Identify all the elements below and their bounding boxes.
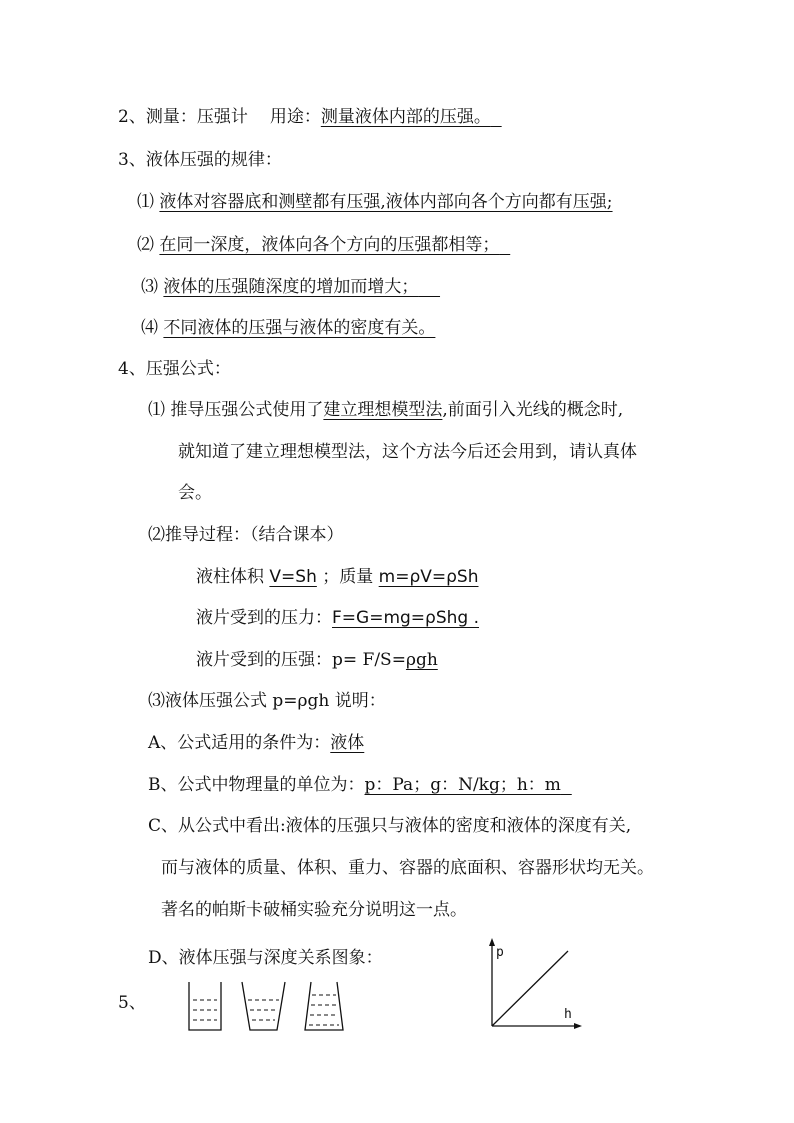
- rule-item-3-text: 液体的压强随深度的增加而增大；: [163, 277, 419, 297]
- derivation-row-1-mid: ；质量: [322, 567, 374, 587]
- section-2-purpose-value: 测量液体内部的压强。: [320, 107, 491, 127]
- derivation-row-3: [196, 649, 438, 671]
- formula-point-1-after: ,前面引入光线的概念时,: [442, 400, 624, 420]
- section-2-prefix: 2、测量：压强计: [118, 107, 248, 127]
- section-2-line: [118, 106, 502, 128]
- rule-item-2-num: ⑵: [137, 235, 154, 255]
- derivation-row-2-label: 液片受到的压力：: [196, 608, 332, 628]
- section-4-heading: 4、压强公式：: [118, 359, 231, 379]
- rule-item-3-num: ⑶: [141, 277, 158, 297]
- x-axis-label: h: [564, 1007, 572, 1022]
- formula-point-1-line3: 会。: [178, 483, 212, 503]
- rule-item-4-text: 不同液体的压强与液体的密度有关。: [163, 318, 436, 338]
- pressure-depth-graph: [482, 936, 592, 1036]
- rule-item-3: [141, 276, 440, 298]
- note-a-value: 液体: [330, 733, 365, 753]
- y-axis-label: p: [496, 945, 504, 960]
- x-axis-arrow-icon: [574, 1023, 582, 1029]
- formula-note-heading: ⑶液体压强公式 p=ρgh 说明：: [148, 691, 386, 711]
- rule-item-4-num: ⑷: [141, 318, 158, 338]
- derivation-row-1-label: 液柱体积: [196, 567, 264, 587]
- force-formula: F=G=mg=ρShg .: [332, 608, 479, 628]
- pressure-formula: ρgh: [405, 650, 438, 670]
- rule-item-1-text: 液体对容器底和测壁都有压强,液体内部向各个方向都有压强;: [159, 192, 613, 212]
- note-a-label: A、公式适用的条件为：: [148, 733, 331, 753]
- formula-point-1-before: 推导压强公式使用了: [170, 400, 324, 420]
- mass-formula: m=ρV=ρSh: [378, 567, 479, 587]
- derivation-row-1: [196, 566, 479, 588]
- note-c-line2: 而与液体的质量、体积、重力、容器的底面积、容器形状均无关。: [161, 858, 654, 878]
- rule-item-4: [141, 317, 435, 339]
- derivation-row-3-label: 液片受到的压强：p= F/S=: [196, 650, 406, 670]
- ideal-model-method: 建立理想模型法: [323, 400, 443, 420]
- note-b: [148, 774, 572, 796]
- derivation-row-2: [196, 607, 479, 629]
- section-2-purpose-label: 用途：: [269, 107, 321, 127]
- note-b-label: B、公式中物理量的单位为：: [148, 775, 365, 795]
- narrow-top-container-icon: [305, 982, 343, 1030]
- note-d: D、液体压强与深度关系图象：: [148, 948, 383, 968]
- note-c-line3: 著名的帕斯卡破桶实验充分说明这一点。: [161, 900, 467, 920]
- note-b-value: p：Pa；g：N/kg；h：m: [364, 775, 561, 795]
- formula-point-1-num: ⑴: [148, 400, 165, 420]
- formula-point-1-line2: 就知道了建立理想模型法，这个方法今后还会用到，请认真体: [178, 442, 637, 462]
- pressure-line: [492, 951, 568, 1026]
- rule-item-2: [137, 234, 510, 256]
- volume-formula: V=Sh: [269, 567, 317, 587]
- wide-top-container-icon: [242, 982, 285, 1030]
- containers-illustration: [185, 980, 355, 1035]
- formula-point-1-line1: [148, 399, 623, 421]
- rule-item-1: [137, 191, 613, 213]
- note-a: [148, 732, 364, 754]
- rule-item-2-text: 在同一深度，液体向各个方向的压强都相等；: [159, 235, 500, 255]
- derivation-heading: ⑵推导过程：（结合课本）: [148, 525, 344, 545]
- straight-container-icon: [189, 982, 221, 1030]
- section-3-heading: 3、液体压强的规律：: [118, 150, 282, 170]
- section-5-label: 5、: [118, 993, 146, 1013]
- rule-item-1-num: ⑴: [137, 192, 154, 212]
- y-axis-arrow-icon: [489, 938, 495, 946]
- note-c-line1: C、从公式中看出:液体的压强只与液体的密度和液体的深度有关,: [148, 816, 632, 836]
